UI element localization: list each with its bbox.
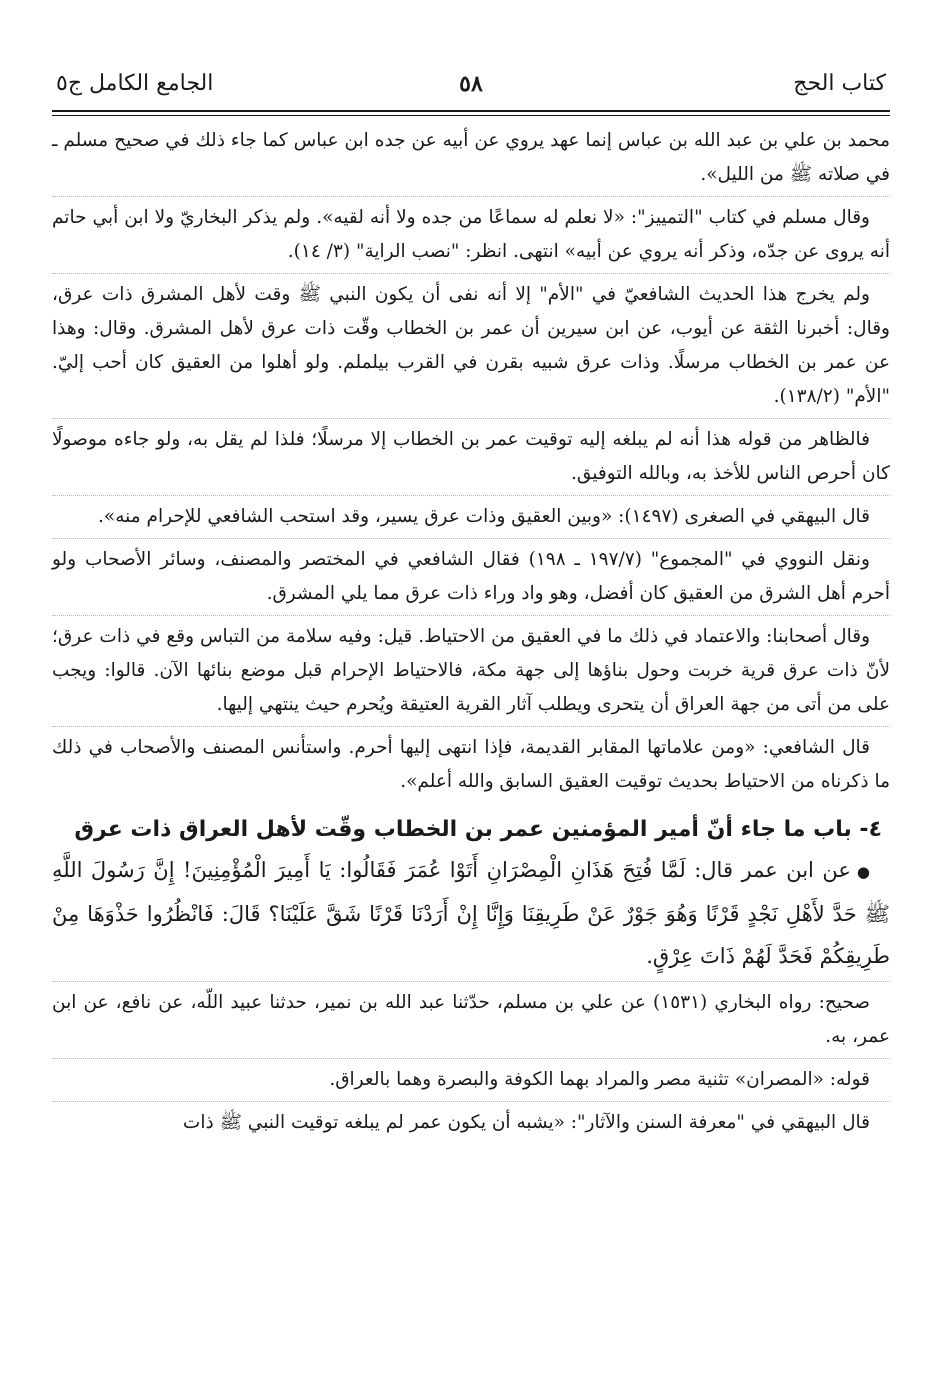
page-content (52, 124, 890, 1140)
paragraph-separator (52, 1101, 890, 1103)
paragraph-separator (52, 538, 890, 540)
volume-title: الجامع الكامل ج٥ (56, 71, 214, 96)
book-title: كتاب الحج (793, 71, 886, 96)
page-number: ٥٨ (459, 71, 483, 97)
page-header (52, 58, 890, 106)
last-paragraph: قال البيهقي في "معرفة السنن والآثار": «يشبه أن يكون عمر لم يبلغه توقيت النبي ﷺ ذات (182, 1112, 870, 1133)
paragraph-separator (52, 726, 890, 728)
paragraph-separator (52, 615, 890, 617)
book-page (52, 58, 890, 1358)
chapter-heading: ٤- باب ما جاء أنّ أمير المؤمنين عمر بن الخطاب وقّت لأهل العراق ذات عرق (74, 817, 882, 842)
explanation-paragraph: قوله: «المصران» تثنية مصر والمراد بهما الكوفة والبصرة وهما بالعراق. (329, 1069, 870, 1090)
header-rule-thick (52, 110, 890, 112)
paragraph-separator (52, 1058, 890, 1060)
bullet-icon: ● (856, 863, 870, 881)
paragraph-4: فالظاهر من قوله هذا أنه لم يبلغه إليه توقيت عمر بن الخطاب إلا مرسلًا؛ فلذا لم يقل به، ولو جاءه موصولًا كان أحرص الناس للأخذ به، وبالله التوفيق. (52, 429, 890, 484)
paragraph-7: وقال أصحابنا: والاعتماد في ذلك ما في العقيق من الاحتياط. قيل: وفيه سلامة من التباس وقع في ذات عرق؛ لأنّ ذات عرق قرية خربت وحول بناؤها إلى جهة مكة، فالاحتياط الإحرام قبل موضع بنائها الآن. قالوا: ويجب على من أتى من جهة العراق أن يتحرى ويطلب آثار القرية العتيقة ويُحرم حيث ينتهي إليها. (52, 626, 890, 715)
paragraph-8: قال الشافعي: «ومن علاماتها المقابر القديمة، فإذا انتهى إليها أحرم. واستأنس المصنف والأصحاب في ذلك ما ذكرناه من الاحتياط بحديث توقيت العقيق السابق والله أعلم». (52, 737, 890, 792)
paragraph-separator (52, 495, 890, 497)
paragraph-separator (52, 981, 890, 983)
hadith-text-block (52, 849, 890, 977)
paragraph-1: محمد بن علي بن عبد الله بن عباس إنما عهد يروي عن أبيه عن جده ابن عباس كما جاء ذلك في صحيح مسلم ـ في صلاته ﷺ من الليل». (52, 130, 890, 185)
paragraph-3: ولم يخرج هذا الحديث الشافعيّ في "الأم" إلا أنه نفى أن يكون النبي ﷺ وقت لأهل المشرق ذات عرق، وقال: أخبرنا الثقة عن أيوب، عن ابن سيرين أن عمر بن الخطاب وقّت ذات عرق لأهل المشرق. وقال: وهذا عن عمر بن الخطاب مرسلًا. وذات عرق شبيه بقرن في القرب بيلملم. ولو أهلوا من العقيق كان أحب إليّ. "الأم" (١٣٨/٢). (52, 284, 890, 407)
paragraph-separator (52, 196, 890, 198)
header-rule-thin (52, 115, 890, 116)
takhrij-paragraph: صحيح: رواه البخاري (١٥٣١) عن علي بن مسلم، حدّثنا عبد الله بن نمير، حدثنا عبيد اللّه، عن نافع، عن ابن عمر، به. (52, 992, 890, 1047)
paragraph-separator (52, 418, 890, 420)
hadith-text: عن ابن عمر قال: لَمَّا فُتِحَ هَذَانِ الْمِصْرَانِ أَتَوْا عُمَرَ فَقَالُوا: يَا أَمِيرَ الْمُؤْمِنِينَ! إِنَّ رَسُولَ اللَّهِ ﷺ حَدَّ لأَهْلِ نَجْدٍ قَرْنًا وَهُوَ جَوْرٌ عَنْ طَرِيقِنَا وَإِنَّا إِنْ أَرَدْنَا قَرْنًا شَقَّ عَلَيْنَا؟ قَالَ: فَانْظُرُوا حَذْوَهَا مِنْ طَرِيقِكُمْ فَحَدَّ لَهُمْ ذَاتَ عِرْقٍ. (52, 858, 890, 968)
paragraph-6: ونقل النووي في "المجموع" (١٩٧/٧ ـ ١٩٨) فقال الشافعي في المختصر والمصنف، وسائر الأصحاب ولو أحرم أهل الشرق من العقيق كان أفضل، وهو واد وراء ذات عرق مما يلي المشرق. (52, 549, 890, 604)
paragraph-5: قال البيهقي في الصغرى (١٤٩٧): «وبين العقيق وذات عرق يسير، وقد استحب الشافعي للإحرام منه». (98, 506, 870, 527)
paragraph-2: وقال مسلم في كتاب "التمييز": «لا نعلم له سماعًا من جده ولا أنه لقيه». ولم يذكر البخاريّ ولا ابن أبي حاتم أنه يروى عن جدّه، وذكر أنه يروي عن أبيه» انتهى. انظر: "نصب الراية" (٣/ ١٤). (52, 207, 890, 262)
paragraph-separator (52, 273, 890, 275)
